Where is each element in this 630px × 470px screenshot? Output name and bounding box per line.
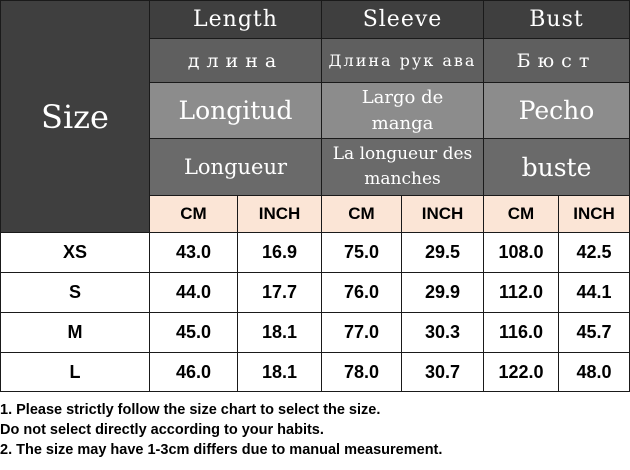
sleeve-header-en: Sleeve — [321, 0, 484, 39]
table-cell: 77.0 — [321, 312, 402, 353]
note-line: 2. The size may have 1-3cm differs due to manual measurement. — [0, 442, 443, 458]
bust-header-fr: buste — [483, 138, 630, 196]
table-cell: 44.0 — [149, 272, 238, 313]
unit-bust-inch: INCH — [558, 195, 630, 233]
unit-bust-cm: CM — [483, 195, 559, 233]
table-cell: 30.7 — [401, 352, 484, 392]
table-cell: 48.0 — [558, 352, 630, 392]
length-header-ru: длина — [149, 38, 322, 83]
unit-sleeve-cm: CM — [321, 195, 402, 233]
row-size-label: M — [0, 312, 150, 353]
length-header-fr: Longueur — [149, 138, 322, 196]
table-cell: 122.0 — [483, 352, 559, 392]
table-cell: 17.7 — [237, 272, 322, 313]
row-size-label: S — [0, 272, 150, 313]
table-cell: 45.7 — [558, 312, 630, 353]
note-line: Do not select directly according to your habits. — [0, 422, 324, 438]
table-cell: 16.9 — [237, 232, 322, 273]
table-cell: 18.1 — [237, 352, 322, 392]
row-size-label: L — [0, 352, 150, 392]
sleeve-header-ru: Длина рук ава — [321, 38, 484, 83]
table-cell: 29.9 — [401, 272, 484, 313]
note-line: 1. Please strictly follow the size chart to select the size. — [0, 402, 381, 418]
table-cell: 76.0 — [321, 272, 402, 313]
length-header-en: Length — [149, 0, 322, 39]
table-cell: 29.5 — [401, 232, 484, 273]
table-cell: 108.0 — [483, 232, 559, 273]
unit-length-cm: CM — [149, 195, 238, 233]
table-cell: 78.0 — [321, 352, 402, 392]
table-cell: 44.1 — [558, 272, 630, 313]
length-header-es: Longitud — [149, 82, 322, 139]
size-column-header: Size — [0, 0, 150, 233]
bust-header-ru: Бюст — [483, 38, 630, 83]
table-cell: 75.0 — [321, 232, 402, 273]
table-cell: 30.3 — [401, 312, 484, 353]
table-cell: 42.5 — [558, 232, 630, 273]
row-size-label: XS — [0, 232, 150, 273]
size-notes — [0, 400, 630, 460]
unit-sleeve-inch: INCH — [401, 195, 484, 233]
bust-header-en: Bust — [483, 0, 630, 39]
bust-header-es: Pecho — [483, 82, 630, 139]
table-cell: 46.0 — [149, 352, 238, 392]
table-cell: 116.0 — [483, 312, 559, 353]
table-cell: 18.1 — [237, 312, 322, 353]
sleeve-header-es: Largo de manga — [321, 82, 484, 139]
table-cell: 45.0 — [149, 312, 238, 353]
table-cell: 43.0 — [149, 232, 238, 273]
unit-length-inch: INCH — [237, 195, 322, 233]
table-cell: 112.0 — [483, 272, 559, 313]
sleeve-header-fr: La longueur des manches — [321, 138, 484, 196]
